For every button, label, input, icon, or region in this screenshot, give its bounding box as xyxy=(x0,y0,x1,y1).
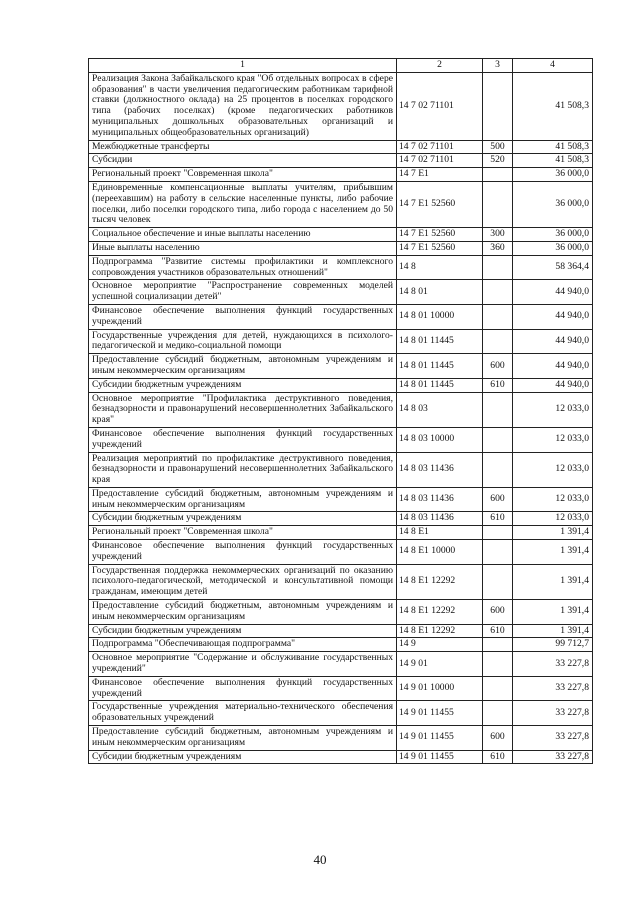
row-amount-cell: 12 033,0 xyxy=(513,487,593,512)
row-type-cell: 610 xyxy=(483,624,513,638)
row-name-cell: Государственные учреждения материально-технического обеспечения образовательных учреждений xyxy=(89,701,397,726)
row-code-cell: 14 8 03 xyxy=(397,392,483,427)
row-code-cell: 14 8 01 11445 xyxy=(397,329,483,354)
row-code-cell: 14 9 01 11455 xyxy=(397,750,483,764)
row-code-cell: 14 7 E1 52560 xyxy=(397,241,483,255)
row-code-cell: 14 9 xyxy=(397,638,483,652)
table-row xyxy=(89,241,593,255)
row-amount-cell: 33 227,8 xyxy=(513,750,593,764)
table-row xyxy=(89,228,593,242)
table-row xyxy=(89,280,593,305)
row-type-cell xyxy=(483,392,513,427)
row-type-cell xyxy=(483,280,513,305)
row-type-cell: 520 xyxy=(483,154,513,168)
row-code-cell: 14 8 01 11445 xyxy=(397,378,483,392)
table-row xyxy=(89,540,593,565)
row-code-cell: 14 9 01 10000 xyxy=(397,676,483,701)
row-amount-cell: 1 391,4 xyxy=(513,624,593,638)
row-amount-cell: 58 364,4 xyxy=(513,255,593,280)
table-row xyxy=(89,304,593,329)
row-amount-cell: 33 227,8 xyxy=(513,676,593,701)
row-amount-cell: 33 227,8 xyxy=(513,652,593,677)
row-type-cell: 610 xyxy=(483,750,513,764)
row-type-cell xyxy=(483,329,513,354)
row-amount-cell: 1 391,4 xyxy=(513,526,593,540)
row-type-cell: 610 xyxy=(483,512,513,526)
row-type-cell xyxy=(483,304,513,329)
row-amount-cell: 99 712,7 xyxy=(513,638,593,652)
table-row xyxy=(89,255,593,280)
row-amount-cell: 33 227,8 xyxy=(513,726,593,751)
row-code-cell: 14 9 01 11455 xyxy=(397,726,483,751)
row-name-cell: Основное мероприятие "Содержание и обслуживание государственных учреждений" xyxy=(89,652,397,677)
row-name-cell: Региональный проект "Современная школа" xyxy=(89,168,397,182)
row-name-cell: Предоставление субсидий бюджетным, автономным учреждениям и иным некоммерческим организациям xyxy=(89,600,397,625)
row-name-cell: Государственная поддержка некоммерческих организаций по оказанию психолого-педагогической, методической и консультативной помощи гражданам, имеющим детей xyxy=(89,564,397,599)
row-type-cell: 600 xyxy=(483,600,513,625)
row-type-cell xyxy=(483,526,513,540)
row-code-cell: 14 7 02 71101 xyxy=(397,154,483,168)
row-name-cell: Предоставление субсидий бюджетным, автономным учреждениям и иным некоммерческим организациям xyxy=(89,487,397,512)
row-amount-cell: 1 391,4 xyxy=(513,540,593,565)
row-code-cell: 14 7 E1 52560 xyxy=(397,228,483,242)
row-name-cell: Субсидии бюджетным учреждениям xyxy=(89,750,397,764)
row-type-cell xyxy=(483,255,513,280)
row-amount-cell: 41 508,3 xyxy=(513,140,593,154)
table-row xyxy=(89,427,593,452)
row-name-cell: Финансовое обеспечение выполнения функций государственных учреждений xyxy=(89,427,397,452)
row-type-cell: 300 xyxy=(483,228,513,242)
row-name-cell: Реализация мероприятий по профилактике деструктивного поведения, безнадзорности и правонарушений несовершеннолетних Забайкальского края xyxy=(89,452,397,487)
table-row xyxy=(89,154,593,168)
row-name-cell: Финансовое обеспечение выполнения функций государственных учреждений xyxy=(89,676,397,701)
row-name-cell: Иные выплаты населению xyxy=(89,241,397,255)
row-amount-cell: 1 391,4 xyxy=(513,564,593,599)
row-amount-cell: 44 940,0 xyxy=(513,280,593,305)
row-name-cell: Субсидии бюджетным учреждениям xyxy=(89,378,397,392)
row-type-cell xyxy=(483,564,513,599)
budget-table xyxy=(88,58,593,764)
row-type-cell: 610 xyxy=(483,378,513,392)
header-cell: 1 xyxy=(89,59,397,73)
table-row xyxy=(89,72,593,140)
row-type-cell xyxy=(483,701,513,726)
row-code-cell: 14 7 E1 52560 xyxy=(397,181,483,227)
table-row xyxy=(89,701,593,726)
row-amount-cell: 33 227,8 xyxy=(513,701,593,726)
header-cell: 4 xyxy=(513,59,593,73)
row-name-cell: Межбюджетные трансферты xyxy=(89,140,397,154)
table-row xyxy=(89,600,593,625)
row-type-cell: 600 xyxy=(483,726,513,751)
row-type-cell xyxy=(483,676,513,701)
row-code-cell: 14 9 01 11455 xyxy=(397,701,483,726)
row-type-cell xyxy=(483,168,513,182)
table-row xyxy=(89,168,593,182)
row-name-cell: Подпрограмма "Обеспечивающая подпрограмма" xyxy=(89,638,397,652)
row-amount-cell: 36 000,0 xyxy=(513,181,593,227)
row-name-cell: Единовременные компенсационные выплаты учителям, прибывшим (переехавшим) на работу в сельские населенные пункты, либо рабочие поселки, либо поселки городского типа, либо города с населением до 50 тысяч человек xyxy=(89,181,397,227)
row-amount-cell: 44 940,0 xyxy=(513,354,593,379)
row-name-cell: Основное мероприятие "Распространение современных моделей успешной социализации детей" xyxy=(89,280,397,305)
row-code-cell: 14 7 02 71101 xyxy=(397,140,483,154)
row-amount-cell: 41 508,3 xyxy=(513,72,593,140)
row-name-cell: Предоставление субсидий бюджетным, автономным учреждениям и иным некоммерческим организациям xyxy=(89,726,397,751)
table-row xyxy=(89,140,593,154)
row-code-cell: 14 8 03 11436 xyxy=(397,512,483,526)
row-code-cell: 14 9 01 xyxy=(397,652,483,677)
row-amount-cell: 44 940,0 xyxy=(513,329,593,354)
table-row xyxy=(89,181,593,227)
table-row xyxy=(89,392,593,427)
row-amount-cell: 36 000,0 xyxy=(513,241,593,255)
table-row xyxy=(89,676,593,701)
row-name-cell: Предоставление субсидий бюджетным, автономным учреждениям и иным некоммерческим организациям xyxy=(89,354,397,379)
row-name-cell: Реализация Закона Забайкальского края "Об отдельных вопросах в сфере образования" в части увеличения педагогическим работникам тарифной ставки (должностного оклада) на 25 процентов в поселках городского типа (рабочих поселках) (кроме педагогических работников муниципальных дошкольных образовательных организаций и муниципальных общеобразовательных организаций) xyxy=(89,72,397,140)
table-row xyxy=(89,512,593,526)
table-row xyxy=(89,378,593,392)
table-row xyxy=(89,564,593,599)
table-row xyxy=(89,638,593,652)
row-name-cell: Подпрограмма "Развитие системы профилактики и комплексного сопровождения участников образовательных отношений" xyxy=(89,255,397,280)
row-amount-cell: 44 940,0 xyxy=(513,304,593,329)
header-cell: 3 xyxy=(483,59,513,73)
row-type-cell xyxy=(483,181,513,227)
row-code-cell: 14 8 E1 xyxy=(397,526,483,540)
row-code-cell: 14 8 03 11436 xyxy=(397,487,483,512)
table-row xyxy=(89,750,593,764)
row-code-cell: 14 8 E1 12292 xyxy=(397,564,483,599)
table-header-row xyxy=(89,59,593,73)
row-amount-cell: 36 000,0 xyxy=(513,168,593,182)
row-type-cell xyxy=(483,72,513,140)
table-row xyxy=(89,526,593,540)
row-code-cell: 14 8 E1 12292 xyxy=(397,624,483,638)
row-code-cell: 14 8 E1 12292 xyxy=(397,600,483,625)
row-code-cell: 14 8 03 10000 xyxy=(397,427,483,452)
row-type-cell: 600 xyxy=(483,487,513,512)
row-name-cell: Финансовое обеспечение выполнения функций государственных учреждений xyxy=(89,540,397,565)
row-type-cell xyxy=(483,638,513,652)
row-amount-cell: 12 033,0 xyxy=(513,392,593,427)
row-name-cell: Финансовое обеспечение выполнения функций государственных учреждений xyxy=(89,304,397,329)
row-name-cell: Субсидии бюджетным учреждениям xyxy=(89,512,397,526)
row-name-cell: Субсидии бюджетным учреждениям xyxy=(89,624,397,638)
row-code-cell: 14 7 E1 xyxy=(397,168,483,182)
table-row xyxy=(89,487,593,512)
row-name-cell: Государственные учреждения для детей, нуждающихся в психолого-педагогической и медико-социальной помощи xyxy=(89,329,397,354)
row-amount-cell: 12 033,0 xyxy=(513,452,593,487)
page-number: 40 xyxy=(313,852,327,867)
row-name-cell: Региональный проект "Современная школа" xyxy=(89,526,397,540)
table-row xyxy=(89,726,593,751)
row-code-cell: 14 8 01 11445 xyxy=(397,354,483,379)
row-amount-cell: 12 033,0 xyxy=(513,512,593,526)
row-amount-cell: 1 391,4 xyxy=(513,600,593,625)
row-name-cell: Социальное обеспечение и иные выплаты населению xyxy=(89,228,397,242)
header-cell: 2 xyxy=(397,59,483,73)
row-code-cell: 14 8 E1 10000 xyxy=(397,540,483,565)
row-type-cell: 500 xyxy=(483,140,513,154)
table-row xyxy=(89,652,593,677)
row-code-cell: 14 8 01 xyxy=(397,280,483,305)
table-row xyxy=(89,329,593,354)
row-code-cell: 14 8 01 10000 xyxy=(397,304,483,329)
row-type-cell xyxy=(483,427,513,452)
row-name-cell: Субсидии xyxy=(89,154,397,168)
row-amount-cell: 36 000,0 xyxy=(513,228,593,242)
row-type-cell xyxy=(483,540,513,565)
table-row xyxy=(89,354,593,379)
row-amount-cell: 44 940,0 xyxy=(513,378,593,392)
row-code-cell: 14 8 xyxy=(397,255,483,280)
table-row xyxy=(89,624,593,638)
row-type-cell: 360 xyxy=(483,241,513,255)
row-type-cell xyxy=(483,452,513,487)
table-row xyxy=(89,452,593,487)
row-type-cell xyxy=(483,652,513,677)
row-amount-cell: 41 508,3 xyxy=(513,154,593,168)
row-code-cell: 14 8 03 11436 xyxy=(397,452,483,487)
row-name-cell: Основное мероприятие "Профилактика деструктивного поведения, безнадзорности и правонарушений несовершеннолетних Забайкальского края" xyxy=(89,392,397,427)
row-type-cell: 600 xyxy=(483,354,513,379)
row-code-cell: 14 7 02 71101 xyxy=(397,72,483,140)
row-amount-cell: 12 033,0 xyxy=(513,427,593,452)
